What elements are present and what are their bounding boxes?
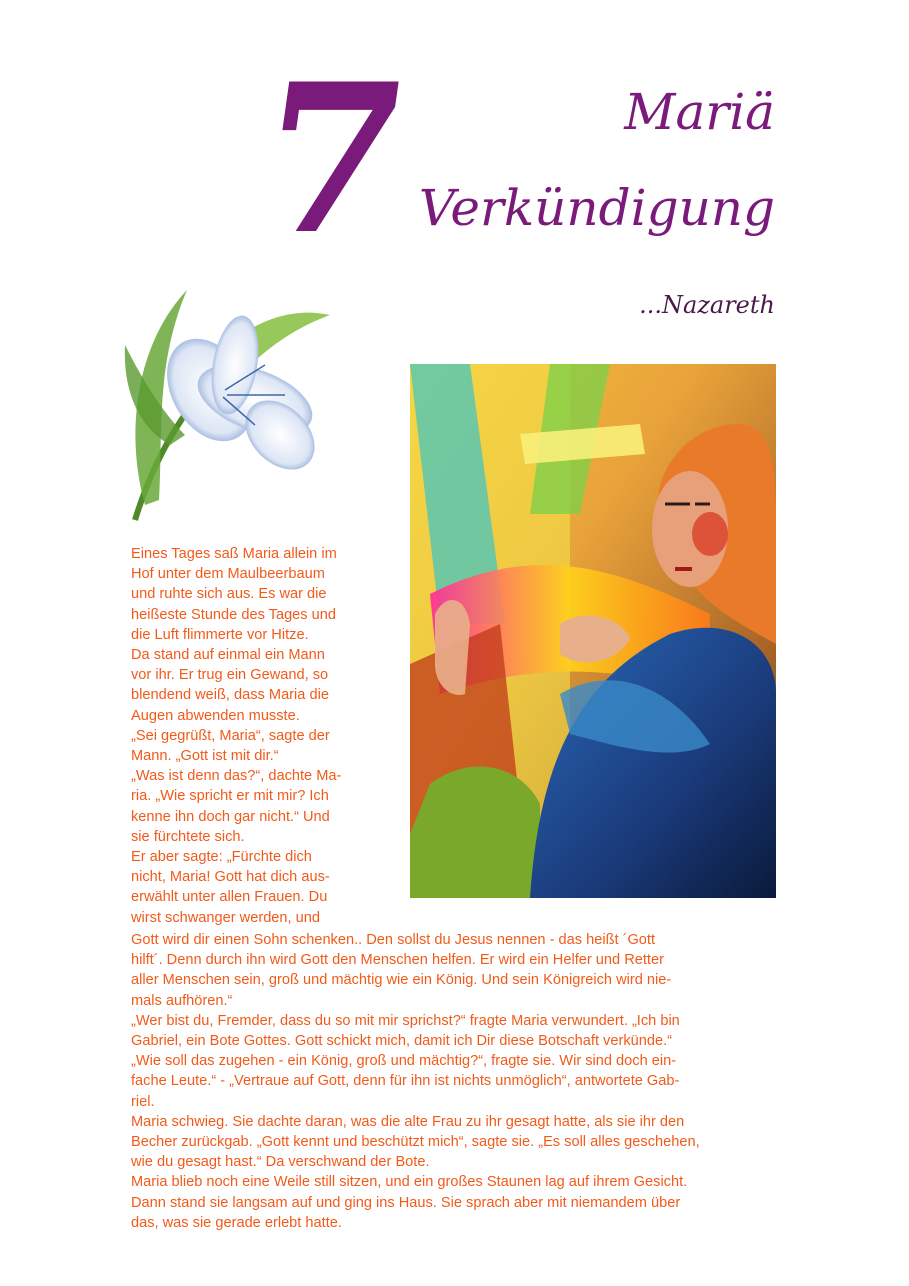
text-line: wirst schwanger werden, und xyxy=(131,909,320,926)
text-line: Maria blieb noch eine Weile still sitzen, und ein großes Staunen lag auf ihrem Gesicht. xyxy=(131,1174,688,1191)
text-line: blendend weiß, dass Maria die xyxy=(131,687,329,704)
text-line: sie fürchtete sich. xyxy=(131,828,245,845)
text-line: Gabriel, ein Bote Gottes. Gott schickt mich, damit ich Dir diese Botschaft verkünde.“ xyxy=(131,1033,673,1050)
text-line: aller Menschen sein, groß und mächtig wie ein König. Und sein Königreich wird nie- xyxy=(131,972,672,989)
page-title-line-1: Mariä xyxy=(624,83,775,141)
story-column-text xyxy=(131,544,381,928)
text-line: Hof unter dem Maulbeerbaum xyxy=(131,566,325,583)
text-line: mals aufhören.“ xyxy=(131,992,233,1009)
text-line: das, was sie gerade erlebt hatte. xyxy=(131,1214,342,1231)
story-full-width-text xyxy=(131,930,781,1233)
text-line: Becher zurückgab. „Gott kennt und beschützt mich“, sagte sie. „Es soll alles geschehen, xyxy=(131,1134,700,1151)
text-line: heißeste Stunde des Tages und xyxy=(131,606,337,623)
text-line: Er aber sagte: „Fürchte dich xyxy=(131,849,312,866)
text-line: „Was ist denn das?“, dachte Ma- xyxy=(131,768,342,785)
chapter-number: 7 xyxy=(245,40,422,280)
text-line: riel. xyxy=(131,1093,155,1110)
text-line: Maria schwieg. Sie dachte daran, was die alte Frau zu ihr gesagt hatte, als sie ihr den xyxy=(131,1113,685,1130)
location-subtitle: ...Nazareth xyxy=(639,291,775,319)
text-line: fache Leute.“ - „Vertraue auf Gott, denn für ihn ist nichts unmöglich“, antwortete Gab- xyxy=(131,1073,680,1090)
text-line: Dann stand sie langsam auf und ging ins Haus. Sie sprach aber mit niemandem über xyxy=(131,1194,681,1211)
annunciation-painting xyxy=(410,364,776,898)
text-line: Mann. „Gott ist mit dir.“ xyxy=(131,748,279,765)
text-line: Eines Tages saß Maria allein im xyxy=(131,546,337,562)
text-line: und ruhte sich aus. Es war die xyxy=(131,586,327,603)
text-line: nicht, Maria! Gott hat dich aus- xyxy=(131,869,330,886)
text-line: Augen abwenden musste. xyxy=(131,707,300,724)
page-title-line-2: Verkündigung xyxy=(418,179,775,237)
text-line: hilft´. Denn durch ihn wird Gott den Menschen helfen. Er wird ein Helfer und Retter xyxy=(131,952,664,969)
text-line: erwählt unter allen Frauen. Du xyxy=(131,889,328,906)
text-line: „Wer bist du, Fremder, dass du so mit mir sprichst?“ fragte Maria verwundert. „Ich bin xyxy=(131,1012,680,1029)
lily-illustration xyxy=(115,285,340,525)
text-line: „Sei gegrüßt, Maria“, sagte der xyxy=(131,727,330,744)
text-line: wie du gesagt hast.“ Da verschwand der Bote. xyxy=(131,1154,430,1171)
text-line: Da stand auf einmal ein Mann xyxy=(131,647,325,664)
text-line: „Wie soll das zugehen - ein König, groß und mächtig?“, fragte sie. Wir sind doch ein- xyxy=(131,1053,677,1070)
text-line: die Luft flimmerte vor Hitze. xyxy=(131,626,309,643)
text-line: ria. „Wie spricht er mit mir? Ich xyxy=(131,788,329,805)
text-line: kenne ihn doch gar nicht.“ Und xyxy=(131,808,330,825)
text-line: Gott wird dir einen Sohn schenken.. Den sollst du Jesus nennen - das heißt ´Gott xyxy=(131,932,656,948)
text-line: vor ihr. Er trug ein Gewand, so xyxy=(131,667,329,684)
